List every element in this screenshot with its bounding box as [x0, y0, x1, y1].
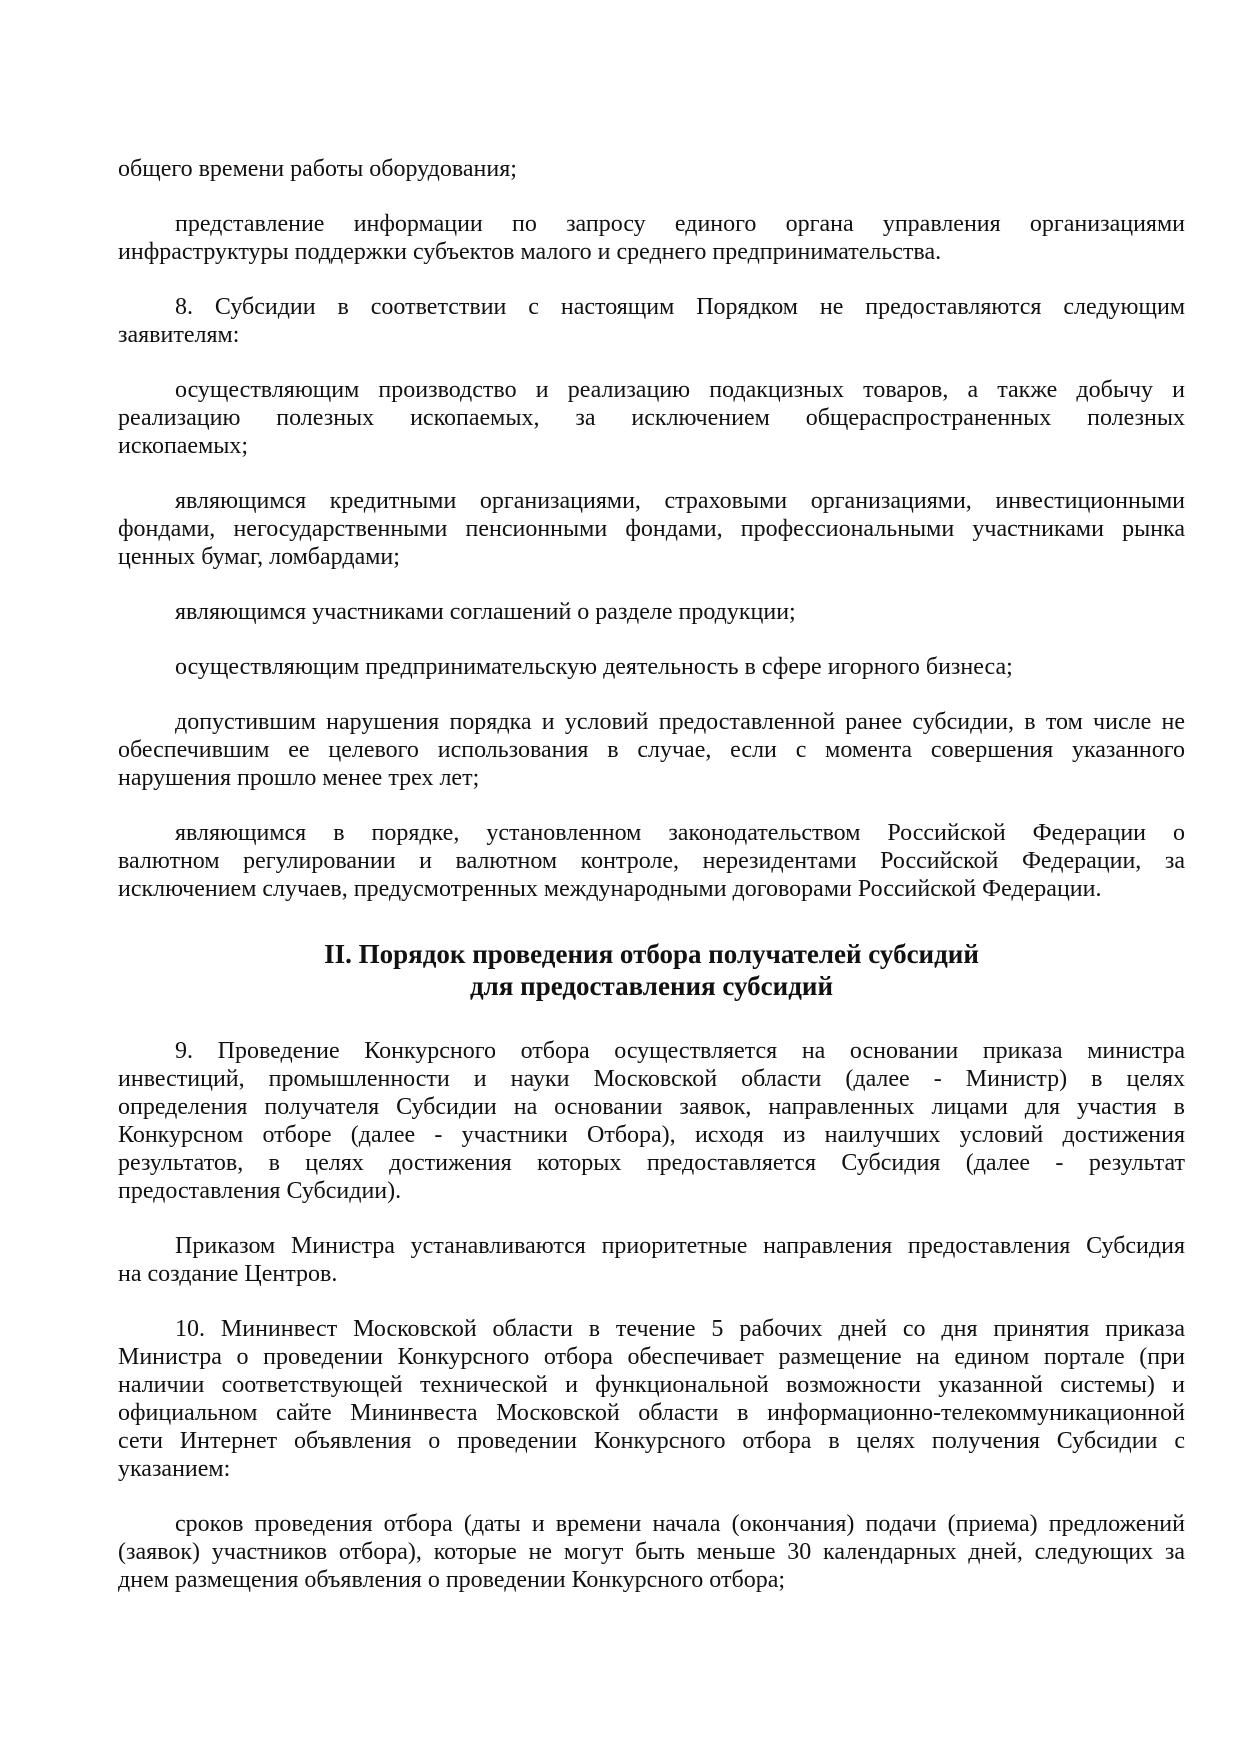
paragraph	[118, 708, 1185, 792]
paragraph-line: ценных бумаг, ломбардами;	[118, 544, 400, 570]
paragraph	[118, 487, 1185, 571]
paragraph-line: 10. Мининвест Московской области в течение 5 рабочих дней со дня принятия приказа	[175, 1316, 1185, 1342]
paragraph-line: являющимся участниками соглашений о разделе продукции;	[175, 599, 796, 625]
paragraph-line: 9. Проведение Конкурсного отбора осуществляется на основании приказа министра	[175, 1038, 1185, 1064]
paragraph-line: осуществляющим производство и реализацию подакцизных товаров, а также добычу и	[175, 377, 1185, 403]
paragraph-line: обеспечившим ее целевого использования в случае, если с момента совершения указанного	[118, 737, 1185, 763]
paragraph-line: сети Интернет объявления о проведении Конкурсного отбора в целях получения Субсидии с	[118, 1428, 1185, 1454]
paragraph-line: нарушения прошло менее трех лет;	[118, 765, 480, 791]
section-heading-line-2: для предоставления субсидий	[469, 971, 833, 1001]
paragraph-line: фондами, негосударственными пенсионными фондами, профессиональными участниками рынка	[118, 516, 1185, 542]
paragraph-line: являющимся в порядке, установленном законодательством Российской Федерации о	[175, 820, 1185, 846]
paragraph-line: инфраструктуры поддержки субъектов малого и среднего предпринимательства.	[118, 239, 942, 265]
paragraph	[118, 598, 1185, 626]
paragraph-line: официальном сайте Мининвеста Московской области в информационно-телекоммуникационной	[118, 1400, 1185, 1426]
paragraph-line: являющимся кредитными организациями, страховыми организациями, инвестиционными	[175, 488, 1185, 514]
paragraph	[118, 155, 1185, 183]
paragraphs-before-section	[118, 155, 1185, 903]
paragraph-line: осуществляющим предпринимательскую деятельность в сфере игорного бизнеса;	[175, 654, 1013, 680]
paragraph	[118, 819, 1185, 903]
paragraph-line: 8. Субсидии в соответствии с настоящим Порядком не предоставляются следующим	[175, 294, 1185, 320]
paragraph	[118, 376, 1185, 460]
paragraph-line: заявителям:	[118, 322, 240, 348]
paragraph-line: Министра о проведении Конкурсного отбора обеспечивает размещение на едином портале (при	[118, 1344, 1185, 1370]
paragraph-line: наличии соответствующей технической и функциональной возможности указанной системы) и	[118, 1372, 1185, 1398]
paragraph-line: общего времени работы оборудования;	[118, 156, 517, 182]
paragraph	[118, 1232, 1185, 1288]
paragraph-line: указанием:	[118, 1456, 231, 1482]
paragraph	[118, 1510, 1185, 1594]
paragraph-line: предоставления Субсидии).	[118, 1178, 402, 1204]
paragraph-line: Приказом Министра устанавливаются приоритетные направления предоставления Субсидия	[175, 1233, 1185, 1259]
paragraphs-after-section	[118, 1037, 1185, 1594]
section-heading-line-1: II. Порядок проведения отбора получателей субсидий	[324, 939, 979, 969]
paragraph-line: представление информации по запросу единого органа управления организациями	[175, 211, 1185, 237]
paragraph-line: исключением случаев, предусмотренных международными договорами Российской Федерации.	[118, 876, 1102, 902]
paragraph	[118, 653, 1185, 681]
paragraph-line: определения получателя Субсидии на основании заявок, направленных лицами для участия в	[118, 1094, 1185, 1120]
paragraph-line: Конкурсном отборе (далее - участники Отбора), исходя из наилучших условий достижения	[118, 1122, 1185, 1148]
paragraph-line: реализацию полезных ископаемых, за исключением общераспространенных полезных	[118, 405, 1185, 431]
paragraph-line: днем размещения объявления о проведении Конкурсного отбора;	[118, 1567, 786, 1593]
paragraph-line: инвестиций, промышленности и науки Московской области (далее - Министр) в целях	[118, 1066, 1185, 1092]
paragraph	[118, 1315, 1185, 1483]
section-heading	[118, 938, 1185, 1002]
paragraph-line: результатов, в целях достижения которых предоставляется Субсидия (далее - результат	[118, 1150, 1185, 1176]
paragraph-line: (заявок) участников отбора), которые не могут быть меньше 30 календарных дней, следующих за	[118, 1539, 1185, 1565]
paragraph	[118, 210, 1185, 266]
paragraph-line: валютном регулировании и валютном контроле, нерезидентами Российской Федерации, за	[118, 848, 1185, 874]
document-page	[118, 155, 1185, 1621]
paragraph-line: ископаемых;	[118, 433, 249, 459]
paragraph-line: на создание Центров.	[118, 1261, 338, 1287]
paragraph-line: допустившим нарушения порядка и условий предоставленной ранее субсидии, в том числе не	[175, 709, 1185, 735]
paragraph	[118, 293, 1185, 349]
paragraph	[118, 1037, 1185, 1205]
paragraph-line: сроков проведения отбора (даты и времени начала (окончания) подачи (приема) предложений	[175, 1511, 1185, 1537]
